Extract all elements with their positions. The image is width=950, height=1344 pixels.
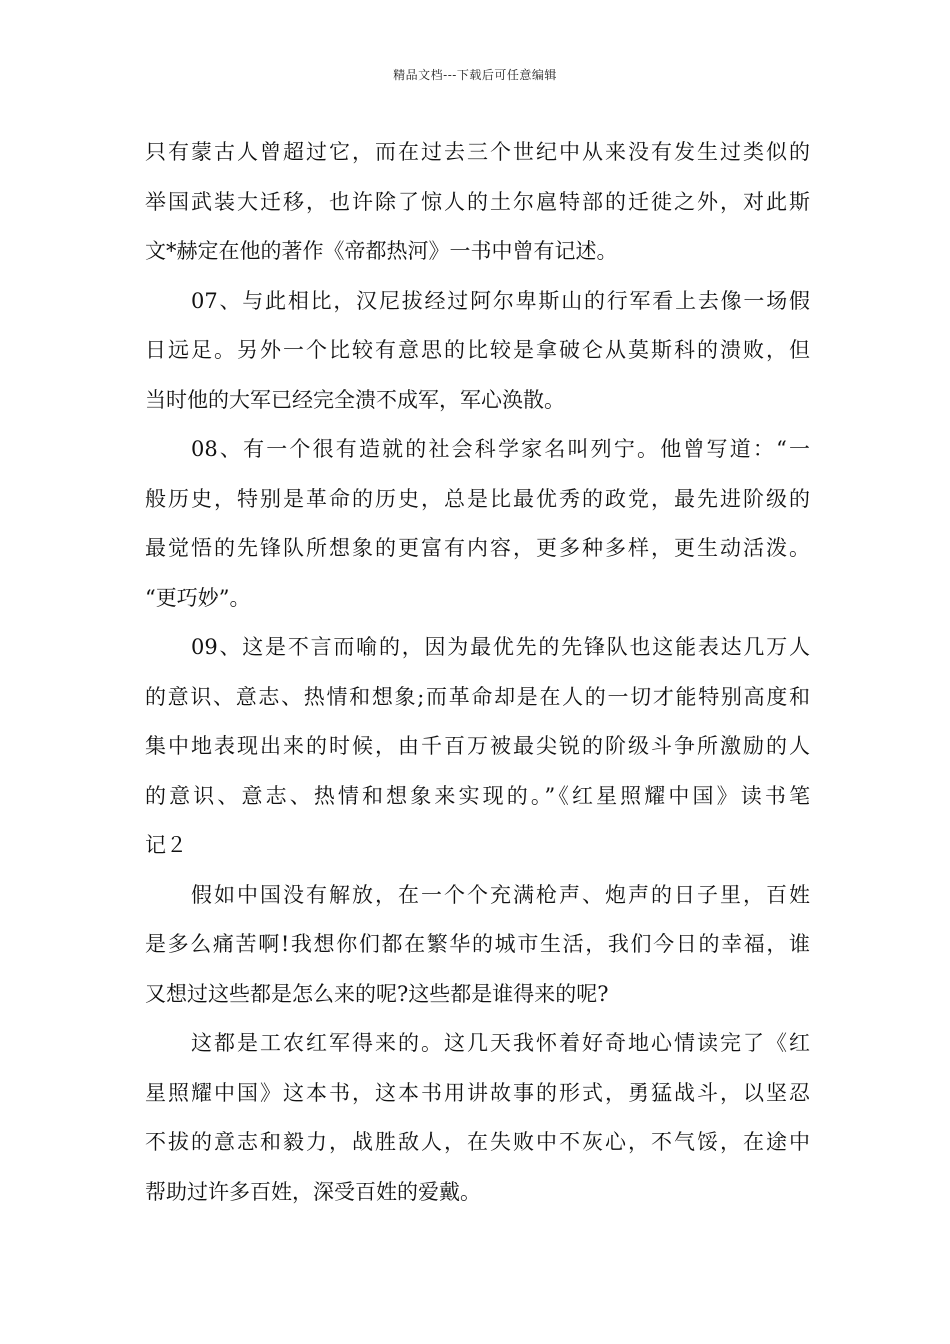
page-header: 精品文档---下载后可任意编辑 — [393, 68, 557, 82]
text-line: 不拔的意志和毅力，战胜敌人，在失败中不灰心，不气馁，在途中 — [145, 1130, 810, 1154]
paragraph-2 — [145, 277, 810, 426]
text-line: 日远足。另外一个比较有意思的比较是拿破仑从莫斯科的溃败，但 — [145, 338, 810, 362]
paragraph-5 — [145, 871, 810, 1020]
text-line: 09、这是不言而喻的，因为最优先的先锋队也这能表达几万人 — [191, 635, 810, 659]
text-line: “更巧妙”。 — [145, 585, 251, 610]
text-line: 举国武装大迁移，也许除了惊人的土尔扈特部的迁徙之外，对此斯 — [145, 189, 810, 214]
paragraph-6 — [145, 1019, 810, 1217]
text-line: 只有蒙古人曾超过它，而在过去三个世纪中从来没有发生过类似的 — [145, 140, 810, 164]
text-line: 07、与此相比，汉尼拔经过阿尔卑斯山的行军看上去像一场假 — [191, 288, 810, 313]
text-line: 08、有一个很有造就的社会科学家名叫列宁。他曾写道：“一 — [191, 437, 810, 461]
text-line: 帮助过许多百姓，深受百姓的爱戴。 — [145, 1179, 481, 1204]
text-line: 的意识、意志、热情和想象;而革命却是在人的一切才能特别高度和 — [145, 684, 810, 709]
text-line: 的意识、意志、热情和想象来实现的。”《红星照耀中国》读书笔 — [145, 783, 810, 808]
text-line: 集中地表现出来的时候，由千百万被最尖锐的阶级斗争所激励的人 — [145, 734, 810, 758]
text-line: 是多么痛苦啊!我想你们都在繁华的城市生活，我们今日的幸福，谁 — [145, 932, 810, 956]
text-line: 假如中国没有解放，在一个个充满枪声、炮声的日子里，百姓 — [191, 882, 810, 907]
text-line: 般历史，特别是革命的历史，总是比最优秀的政党，最先进阶级的 — [145, 486, 810, 511]
text-line: 最觉悟的先锋队所想象的更富有内容，更多种多样，更生动活泼。 — [145, 536, 810, 560]
text-line: 星照耀中国》这本书，这本书用讲故事的形式，勇猛战斗，以坚忍 — [145, 1080, 810, 1105]
text-line: 文*赫定在他的著作《帝都热河》一书中曾有记述。 — [145, 239, 618, 263]
paragraph-1 — [145, 128, 810, 277]
text-line: 记２ — [145, 833, 187, 857]
text-line: 当时他的大军已经完全溃不成军，军心涣散。 — [145, 387, 565, 412]
text-line: 又想过这些都是怎么来的呢?这些都是谁得来的呢? — [145, 981, 609, 1006]
paragraph-4 — [145, 623, 810, 871]
document-body — [145, 128, 810, 1217]
paragraph-3 — [145, 425, 810, 623]
text-line: 这都是工农红军得来的。这几天我怀着好奇地心情读完了《红 — [191, 1031, 810, 1055]
